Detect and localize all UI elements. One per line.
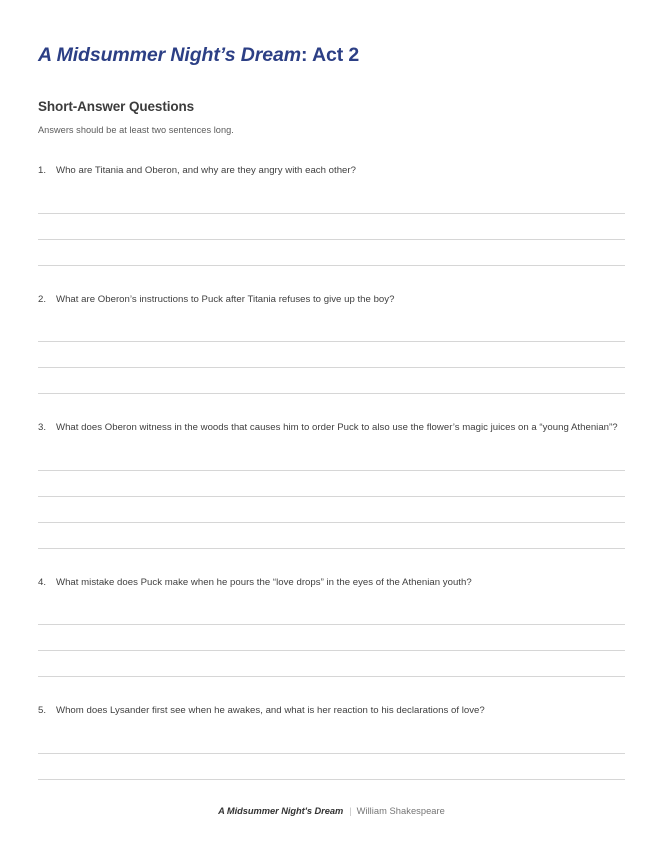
page-title-work: A Midsummer Night’s Dream <box>38 44 301 66</box>
section-heading: Short-Answer Questions <box>38 99 195 114</box>
answer-line[interactable] <box>38 471 625 497</box>
page-footer <box>0 806 663 816</box>
answer-line[interactable] <box>38 445 625 471</box>
answer-area[interactable] <box>38 728 625 780</box>
question-block <box>38 420 625 575</box>
questions-list <box>38 163 625 780</box>
answer-line[interactable] <box>38 651 625 677</box>
question-block <box>38 292 625 421</box>
question-text: What does Oberon witness in the woods that causes him to order Puck to also use the flower’s magic juices on a “young Athenian”? <box>56 422 618 433</box>
answer-line[interactable] <box>38 599 625 625</box>
answer-line[interactable] <box>38 728 625 754</box>
question-block <box>38 163 625 292</box>
answer-line[interactable] <box>38 523 625 549</box>
question-spacer <box>38 394 625 420</box>
page-title-act: : Act 2 <box>300 44 360 66</box>
answer-line[interactable] <box>38 368 625 394</box>
question-text-row <box>38 420 625 436</box>
footer-author: William Shakespeare <box>356 806 445 816</box>
question-block <box>38 703 625 780</box>
answer-line[interactable] <box>38 497 625 523</box>
question-number: 4. <box>38 576 47 588</box>
question-text-row <box>38 163 625 179</box>
question-text-row <box>38 292 625 308</box>
answer-line[interactable] <box>38 316 625 342</box>
answer-area[interactable] <box>38 188 625 266</box>
answer-line[interactable] <box>38 240 625 266</box>
question-number: 3. <box>38 422 47 433</box>
answer-line[interactable] <box>38 754 625 780</box>
question-text: What mistake does Puck make when he pours the “love drops” in the eyes of the Athenian youth? <box>56 576 472 588</box>
answer-line[interactable] <box>38 625 625 651</box>
page-title <box>38 44 359 67</box>
answer-area[interactable] <box>38 445 625 549</box>
question-text: Who are Titania and Oberon, and why are they angry with each other? <box>56 165 356 176</box>
question-text-row <box>38 575 625 591</box>
answer-area[interactable] <box>38 316 625 394</box>
answer-line[interactable] <box>38 188 625 214</box>
question-spacer <box>38 266 625 292</box>
answer-area[interactable] <box>38 599 625 677</box>
question-spacer <box>38 549 625 575</box>
question-spacer <box>38 677 625 703</box>
answer-line[interactable] <box>38 342 625 368</box>
section-instructions: Answers should be at least two sentences long. <box>38 125 234 135</box>
question-number: 1. <box>38 165 47 176</box>
footer-title: A Midsummer Night's Dream <box>218 806 344 816</box>
question-text-row <box>38 703 625 719</box>
answer-line[interactable] <box>38 214 625 240</box>
footer-separator: | <box>349 806 352 816</box>
question-block <box>38 575 625 704</box>
question-text: What are Oberon’s instructions to Puck after Titania refuses to give up the boy? <box>56 293 395 305</box>
question-text: Whom does Lysander first see when he awakes, and what is her reaction to his declarations of love? <box>56 705 485 716</box>
question-number: 2. <box>38 293 47 305</box>
question-number: 5. <box>38 705 47 716</box>
